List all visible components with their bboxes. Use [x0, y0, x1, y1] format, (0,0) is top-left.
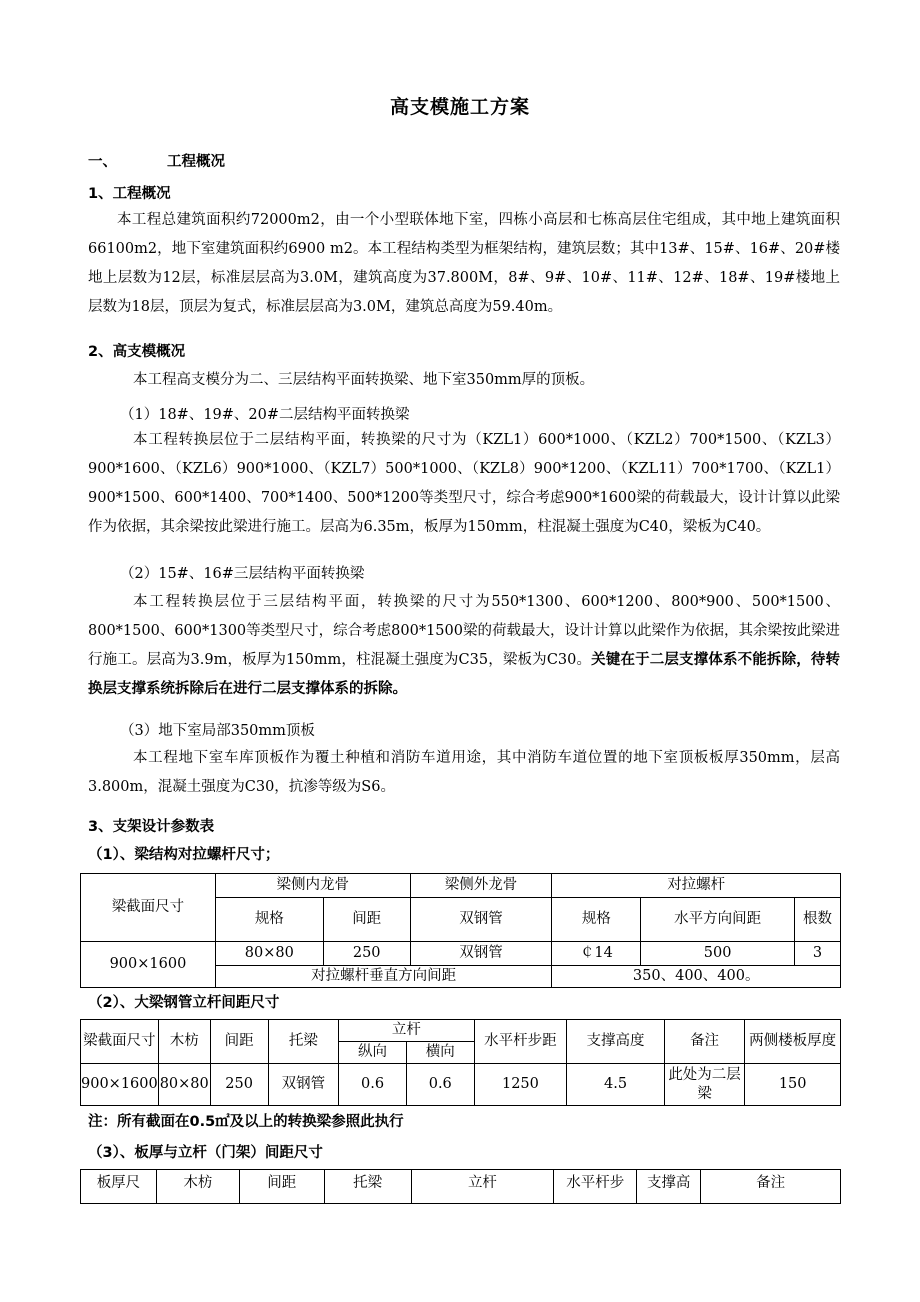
paragraph-overview: 本工程总建筑面积约72000m2，由一个小型联体地下室，四栋小高层和七栋高层住宅组成，其中地上建筑面积66100m2，地下室建筑面积约6900 m2。本工程结构类型为框架结构，建筑层数；其中13#、15#、16#、20#楼地上层数为12层，标准层层高为3.0M，建筑高度为37.800M，8#、9#、10#、11#、12#、18#、19#楼地上层数为18层，顶层为复式，标准层层高为3.0M，建筑总高度为59.40m。: [88, 212, 841, 315]
t2-cell-remark: 此处为二层梁: [664, 1064, 745, 1106]
t1-header-double: 双钢管: [410, 898, 552, 942]
t2-header-step: 水平杆步距: [474, 1020, 567, 1064]
subheading-basement-slab: （3）地下室局部350mm顶板: [120, 723, 315, 739]
t2-cell-step: 1250: [474, 1064, 567, 1106]
table-3: [80, 1169, 841, 1204]
t1-cell-outer: 双钢管: [410, 942, 552, 966]
t2-header-height: 支撑高度: [567, 1020, 665, 1064]
table-1-caption: （1）、梁结构对拉螺杆尺寸；: [88, 847, 280, 863]
t1-cell-bolt-spec: ￠14: [552, 942, 641, 966]
section-1-label: 工程概况: [167, 154, 225, 170]
paragraph-3f-beams-emphasis: 关键在于二层支撑体系不能拆除，待转换层支撑系统拆除后在进行二层支撑体系的拆除。: [88, 652, 841, 697]
t1-cell-bolt-hspacing: 500: [641, 942, 795, 966]
t2-cell-long: 0.6: [339, 1064, 407, 1106]
section-1-heading: [88, 150, 225, 171]
t2-header-wood: 木枋: [158, 1020, 210, 1064]
t1-cell-size: 900×1600: [81, 942, 216, 988]
t2-cell-beam: 双钢管: [268, 1064, 339, 1106]
t1-cell-inner-spacing: 250: [323, 942, 410, 966]
paragraph-3f-beams: [88, 588, 840, 704]
t3-header-wood: 木枋: [156, 1170, 239, 1204]
t3-header-spacing: 间距: [239, 1170, 324, 1204]
t1-cell-vertical-value: 350、400、400。: [552, 966, 841, 988]
document-title: 高支模施工方案: [389, 96, 530, 118]
table-3-caption: （3）、板厚与立杆（门架）间距尺寸: [88, 1145, 323, 1161]
t1-header-count: 根数: [795, 898, 841, 942]
t2-header-pole: 立杆: [339, 1020, 474, 1042]
heading-1-1: 1、工程概况: [88, 186, 171, 202]
paragraph-basement-slab: 本工程地下室车库顶板作为覆土种植和消防车道用途，其中消防车道位置的地下室顶板板厚350mm，层高3.800m，混凝土强度为C30，抗渗等级为S6。: [88, 750, 840, 795]
t2-cell-spacing: 250: [210, 1064, 268, 1106]
t2-cell-trans: 0.6: [406, 1064, 474, 1106]
paragraph-formwork-intro: 本工程高支模分为二、三层结构平面转换梁、地下室350mm厚的顶板。: [133, 372, 595, 388]
paragraph-3f-beams-text: 本工程转换层位于三层结构平面，转换梁的尺寸为550*1300、600*1200、800*900、500*1500、800*1500、600*1300等类型尺寸，综合考虑800*1500梁的荷载最大，设计计算以此梁作为依据，其余梁按此梁进行施工。层高为3.9m，板厚为150mm，柱混凝土强度为C35，梁板为C30。: [88, 594, 840, 668]
table-2-caption: （2）、大梁钢管立杆间距尺寸: [88, 995, 280, 1011]
t2-cell-wood: 80×80: [158, 1064, 210, 1106]
t1-cell-inner-spec: 80×80: [215, 942, 323, 966]
t1-header-hspacing: 水平方向间距: [641, 898, 795, 942]
t3-header-height: 支撑高: [637, 1170, 701, 1204]
subheading-2f-beams: （1）18#、19#、20#二层结构平面转换梁: [120, 407, 410, 423]
t2-header-remark: 备注: [664, 1020, 745, 1064]
t1-cell-bolt-count: 3: [795, 942, 841, 966]
t3-header-remark: 备注: [701, 1170, 841, 1204]
t3-header-beam: 托梁: [324, 1170, 411, 1204]
t2-header-slab: 两侧楼板厚度: [745, 1020, 841, 1064]
t3-header-step: 水平杆步: [554, 1170, 637, 1204]
t1-header-outer: 梁侧外龙骨: [410, 874, 552, 898]
table-2: [80, 1019, 841, 1106]
t1-header-spec: 规格: [215, 898, 323, 942]
t2-header-size: 梁截面尺寸: [81, 1020, 159, 1064]
t1-header-spec2: 规格: [552, 898, 641, 942]
t2-header-spacing: 间距: [210, 1020, 268, 1064]
subheading-3f-beams: （2）15#、16#三层结构平面转换梁: [120, 566, 365, 582]
heading-1-3: 3、支架设计参数表: [88, 819, 215, 835]
t2-cell-height: 4.5: [567, 1064, 665, 1106]
paragraph-2f-beams: 本工程转换层位于二层结构平面，转换梁的尺寸为（KZL1）600*1000、（KZL2）700*1500、（KZL3）900*1600、（KZL6）900*1000、（KZL7）500*1000、（KZL8）900*1200、（KZL11）700*1700、（KZL1）900*1500、600*1400、700*1400、500*1200等类型尺寸，综合考虑900*1600梁的荷载最大，设计计算以此梁作为依据，其余梁按此梁进行施工。层高为6.35m，板厚为150mm，柱混凝土强度为C40，梁板为C40。: [88, 432, 840, 535]
t1-header-spacing: 间距: [323, 898, 410, 942]
t1-header-bolt: 对拉螺杆: [552, 874, 841, 898]
t3-header-thickness: 板厚尺: [81, 1170, 157, 1204]
t1-cell-vertical-label: 对拉螺杆垂直方向间距: [215, 966, 552, 988]
section-1-number: 一、: [88, 154, 117, 170]
t3-header-pole: 立杆: [411, 1170, 554, 1204]
t1-header-size: 梁截面尺寸: [81, 874, 216, 942]
t1-header-inner: 梁侧内龙骨: [215, 874, 410, 898]
table-1: [80, 873, 841, 988]
heading-1-2: 2、高支模概况: [88, 344, 186, 360]
t2-cell-size: 900×1600: [81, 1064, 159, 1106]
t2-header-long: 纵向: [339, 1042, 407, 1064]
t2-cell-slab: 150: [745, 1064, 841, 1106]
t2-header-beam: 托梁: [268, 1020, 339, 1064]
table-2-note: 注：所有截面在0.5㎡及以上的转换梁参照此执行: [88, 1114, 404, 1130]
t2-header-trans: 横向: [406, 1042, 474, 1064]
